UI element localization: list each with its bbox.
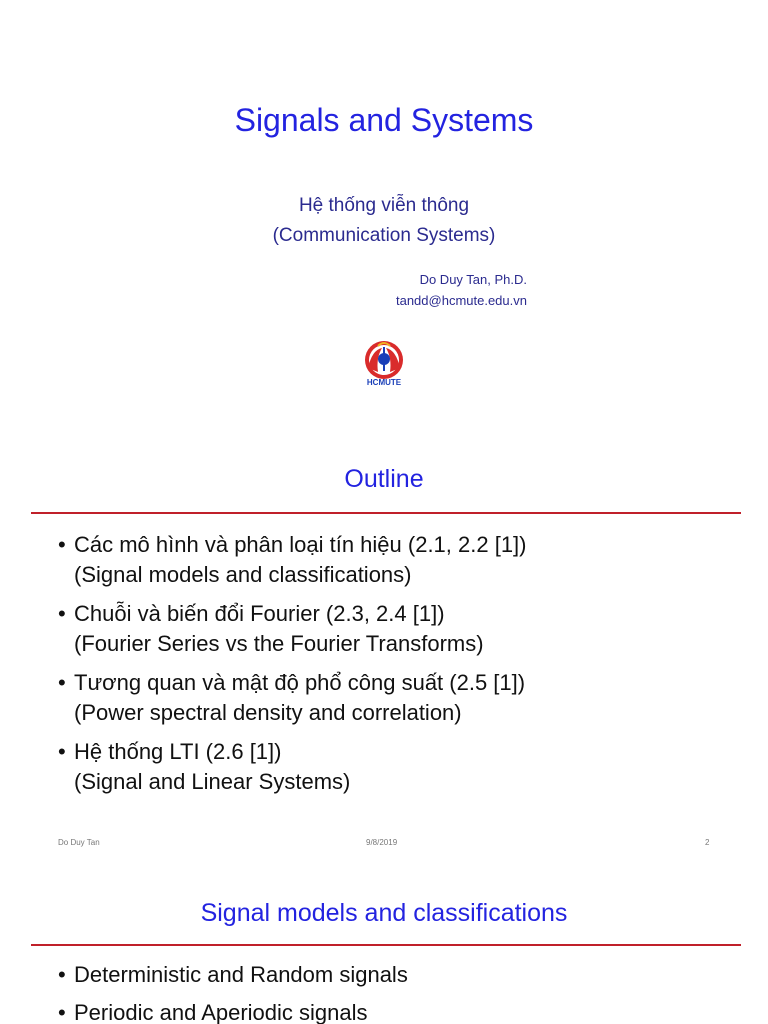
subtitle-vietnamese: Hệ thống viễn thông <box>298 195 470 216</box>
list-item <box>58 960 748 990</box>
footer-date: 9/8/2019 <box>366 838 398 847</box>
author-email: tandd@hcmute.edu.vn <box>395 293 527 308</box>
list-item <box>58 599 748 659</box>
heading-divider <box>31 512 741 514</box>
bullet-text: Periodic and Aperiodic signals <box>74 1000 368 1024</box>
bullet-icon: • <box>58 962 66 987</box>
outline-slide <box>0 420 768 860</box>
list-item <box>58 737 748 797</box>
logo-label: HCMUTE <box>366 378 402 387</box>
title-slide <box>0 0 768 420</box>
bullet-text-vietnamese: Chuỗi và biến đổi Fourier (2.3, 2.4 [1]) <box>74 601 445 626</box>
classification-slide <box>0 860 768 1024</box>
outline-heading: Outline <box>344 465 424 493</box>
bullet-icon: • <box>58 532 66 557</box>
bullet-icon: • <box>58 670 66 695</box>
bullet-icon: • <box>58 1000 66 1024</box>
bullet-icon: • <box>58 601 66 626</box>
classification-list <box>58 960 748 1024</box>
outline-list <box>58 530 748 806</box>
list-item <box>58 530 748 590</box>
subtitle-english: (Communication Systems) <box>272 225 496 246</box>
author-name: Do Duy Tan, Ph.D. <box>419 272 527 287</box>
bullet-text: Deterministic and Random signals <box>74 962 408 987</box>
heading-divider <box>31 944 741 946</box>
bullet-icon: • <box>58 739 66 764</box>
bullet-text-english: (Fourier Series vs the Fourier Transforms) <box>74 631 484 656</box>
footer-author: Do Duy Tan <box>58 838 100 847</box>
footer-page-number: 2 <box>705 838 710 847</box>
list-item <box>58 668 748 728</box>
bullet-text-english: (Signal models and classifications) <box>74 562 412 587</box>
bullet-text-english: (Signal and Linear Systems) <box>74 769 351 794</box>
slide-title: Signals and Systems <box>234 102 534 138</box>
list-item <box>58 998 748 1024</box>
bullet-text-vietnamese: Các mô hình và phân loại tín hiệu (2.1, 2.2 [1]) <box>74 532 527 557</box>
bullet-text-vietnamese: Hệ thống LTI (2.6 [1]) <box>74 739 282 764</box>
classification-heading: Signal models and classifications <box>200 899 568 927</box>
bullet-text-english: (Power spectral density and correlation) <box>74 700 462 725</box>
bullet-text-vietnamese: Tương quan và mật độ phổ công suất (2.5 [1]) <box>74 670 526 695</box>
